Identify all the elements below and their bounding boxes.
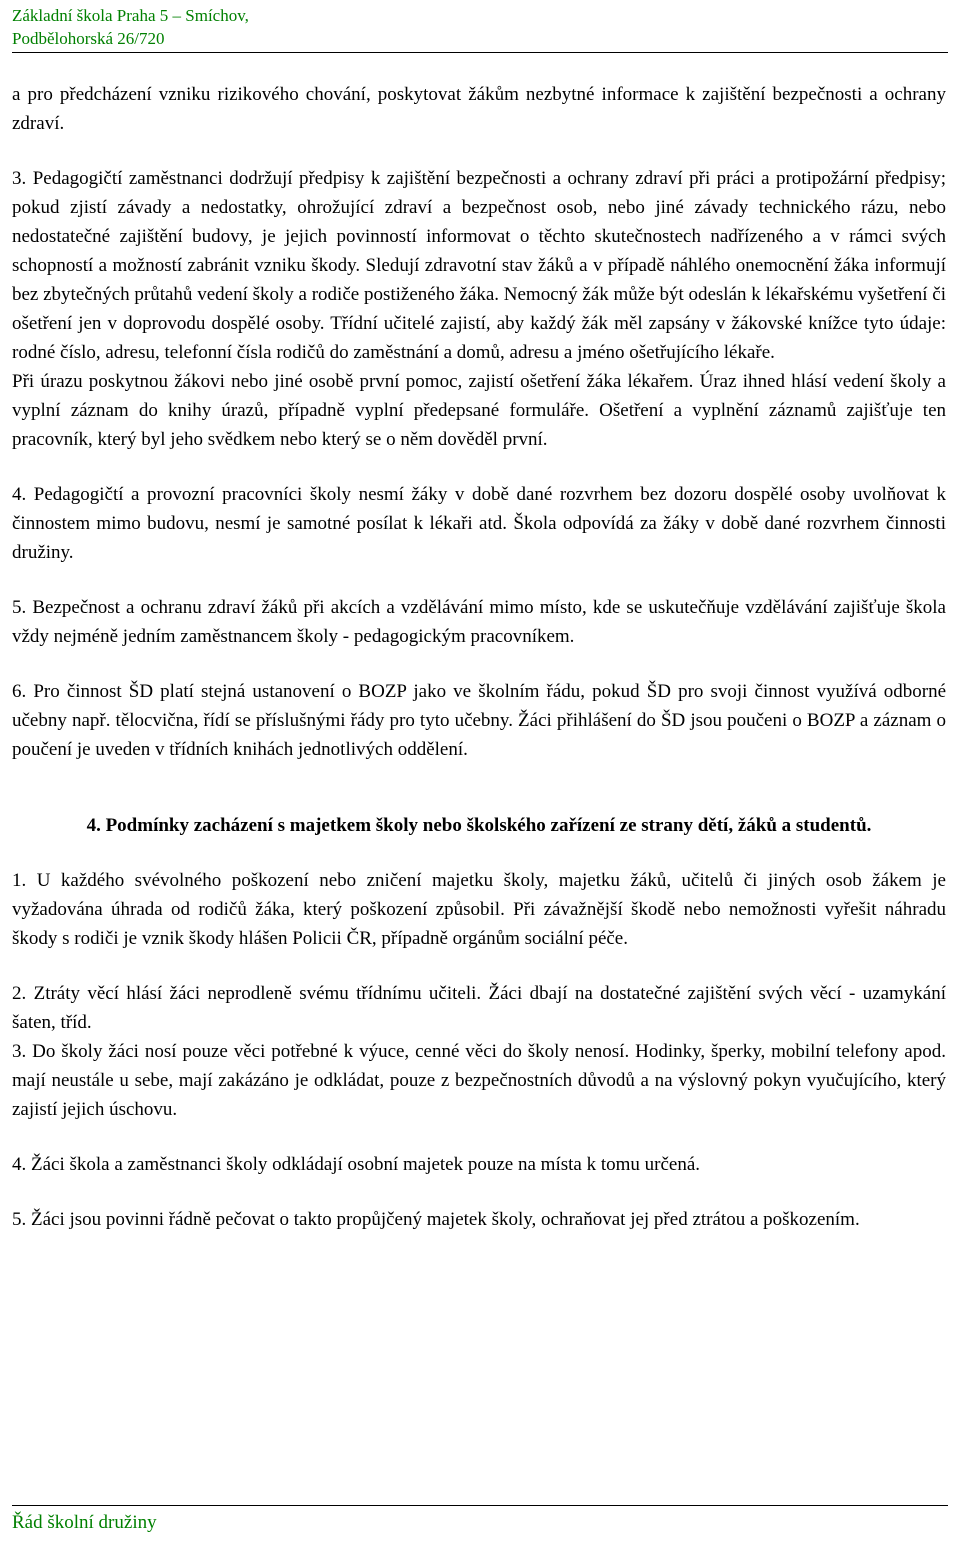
paragraph-intro: a pro předcházení vzniku rizikového chování, poskytovat žákům nezbytné informace k zajištění bezpečnosti a ochrany zdraví.: [12, 84, 946, 134]
section-4-item-4: 4. Žáci škola a zaměstnanci školy odkládají osobní majetek pouze na místa k tomu určená.: [12, 1154, 701, 1175]
page-footer: Řád školní družiny: [12, 1512, 157, 1533]
paragraph-5: 5. Bezpečnost a ochranu zdraví žáků při akcích a vzdělávání mimo místo, kde se uskutečňuje vzdělávání zajišťuje škola vždy nejméně jedním zaměstnancem školy - pedagogickým pracovníkem.: [12, 597, 946, 647]
header-school-name: Základní škola Praha 5 – Smíchov,: [12, 6, 249, 25]
footer-divider: [12, 1505, 948, 1506]
section-4-item-1: 1. U každého svévolného poškození nebo zničení majetku školy, majetku žáků, učitelů či jiných osob žákem je vyžadována úhrada od rodičů žáka, který poškození způsobil. Při závažnější škodě nebo nemožnosti vyřešit náhradu škody s rodiči je vznik škody hlášen Policii ČR, případně orgánům sociální péče.: [12, 870, 946, 949]
paragraph-3-injury: Při úrazu poskytnou žákovi nebo jiné osobě první pomoc, zajistí ošetření žáka lékařem. Úraz ihned hlásí vedení školy a vyplní záznam do knihy úrazů, případně vyplní předepsané formuláře. Ošetření a vyplnění záznamů zajišťuje ten pracovník, který byl jeho svědkem nebo který se o něm dověděl první.: [12, 371, 946, 450]
page-header: [12, 4, 249, 50]
document-body: [12, 80, 946, 1234]
paragraph-3: 3. Pedagogičtí zaměstnanci dodržují předpisy k zajištění bezpečnosti a ochrany zdraví při práci a protipožární předpisy; pokud zjistí závady a nedostatky, ohrožující zdraví a bezpečnost osob, nebo jiné závady technického rázu, nebo nedostatečné zajištění budovy, je jejich povinností informovat o těchto skutečnostech nadřízeného a v rámci svých schopností a možností zabránit vzniku škody. Sledují zdravotní stav žáků a v případě náhlého onemocnění žáka informují bez zbytečných průtahů vedení školy a rodiče postiženého žáka. Nemocný žák může být odeslán k lékařskému vyšetření či ošetření jen v doprovodu dospělé osoby. Třídní učitelé zajistí, aby každý žák měl zapsány v žákovské knížce tyto údaje: rodné číslo, adresu, telefonní čísla rodičů do zaměstnání a domů, adresu a jméno ošetřujícího lékaře.: [12, 168, 946, 363]
section-4-item-3: 3. Do školy žáci nosí pouze věci potřebné k výuce, cenné věci do školy nenosí. Hodinky, šperky, mobilní telefony apod. mají neustále u sebe, mají zakázáno je odkládat, pouze z bezpečnostních důvodů a na výslovný pokyn vyučujícího, který zajistí jejich úschovu.: [12, 1041, 946, 1120]
section-4-heading: 4. Podmínky zacházení s majetkem školy nebo školského zařízení ze strany dětí, žáků a studentů.: [86, 815, 872, 836]
header-school-address: Podbělohorská 26/720: [12, 29, 165, 48]
paragraph-4: 4. Pedagogičtí a provozní pracovníci školy nesmí žáky v době dané rozvrhem bez dozoru dospělé osoby uvolňovat k činnostem mimo budovu, nesmí je samotné posílat k lékaři atd. Škola odpovídá za žáky v době dané rozvrhem činnosti družiny.: [12, 484, 946, 563]
paragraph-6: 6. Pro činnost ŠD platí stejná ustanovení o BOZP jako ve školním řádu, pokud ŠD pro svoji činnost využívá odborné učebny např. tělocvična, řídí se příslušnými řády pro tyto učebny. Žáci přihlášení do ŠD jsou poučeni o BOZP a záznam o poučení je uveden v třídních knihách jednotlivých oddělení.: [12, 681, 946, 760]
section-4-item-5: 5. Žáci jsou povinni řádně pečovat o takto propůjčený majetek školy, ochraňovat jej před ztrátou a poškozením.: [12, 1209, 860, 1230]
section-4-item-2: 2. Ztráty věcí hlásí žáci neprodleně svému třídnímu učiteli. Žáci dbají na dostatečné zajištění svých věcí - uzamykání šaten, tříd.: [12, 983, 946, 1033]
header-divider: [12, 52, 948, 53]
